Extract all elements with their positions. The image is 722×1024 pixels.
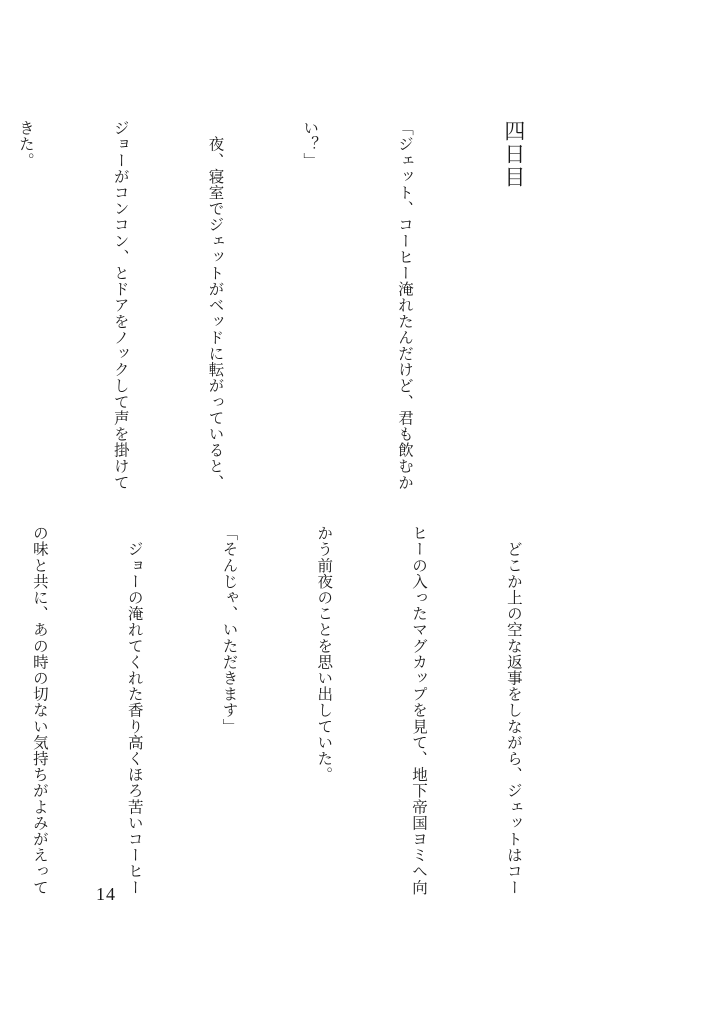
text-line: どこか上の空な返事をしながら、ジェットはコー — [504, 525, 523, 896]
text-line: 夜、寝室でジェットがベッドに転がっていると、 — [206, 120, 225, 491]
text-line: 「ジェット、コーヒー淹れたんだけど、君も飲むか — [396, 120, 415, 491]
chapter-title: 四日目 — [501, 120, 526, 189]
text-line: かう前夜のことを思い出していた。 — [315, 525, 334, 783]
text-line: の味と共に、あの時の切ない気持ちがよみがえって — [30, 525, 49, 896]
top-text-block — [0, 120, 592, 530]
text-line: ジョーの淹れてくれた香り高くほろ苦いコーヒー — [125, 525, 144, 896]
text-line: い？」 — [301, 120, 320, 169]
text-line: ヒーの入ったマグカップを見て、地下帝国ヨミへ向 — [410, 525, 429, 896]
page-number: 14 — [96, 884, 116, 904]
text-line: 「そんじゃ、いただきます」 — [220, 525, 239, 735]
text-line: きた。 — [16, 120, 35, 169]
bottom-text-block — [0, 525, 592, 915]
text-line: ジョーがコンコン、とドアをノックして声を掛けて — [111, 120, 130, 491]
